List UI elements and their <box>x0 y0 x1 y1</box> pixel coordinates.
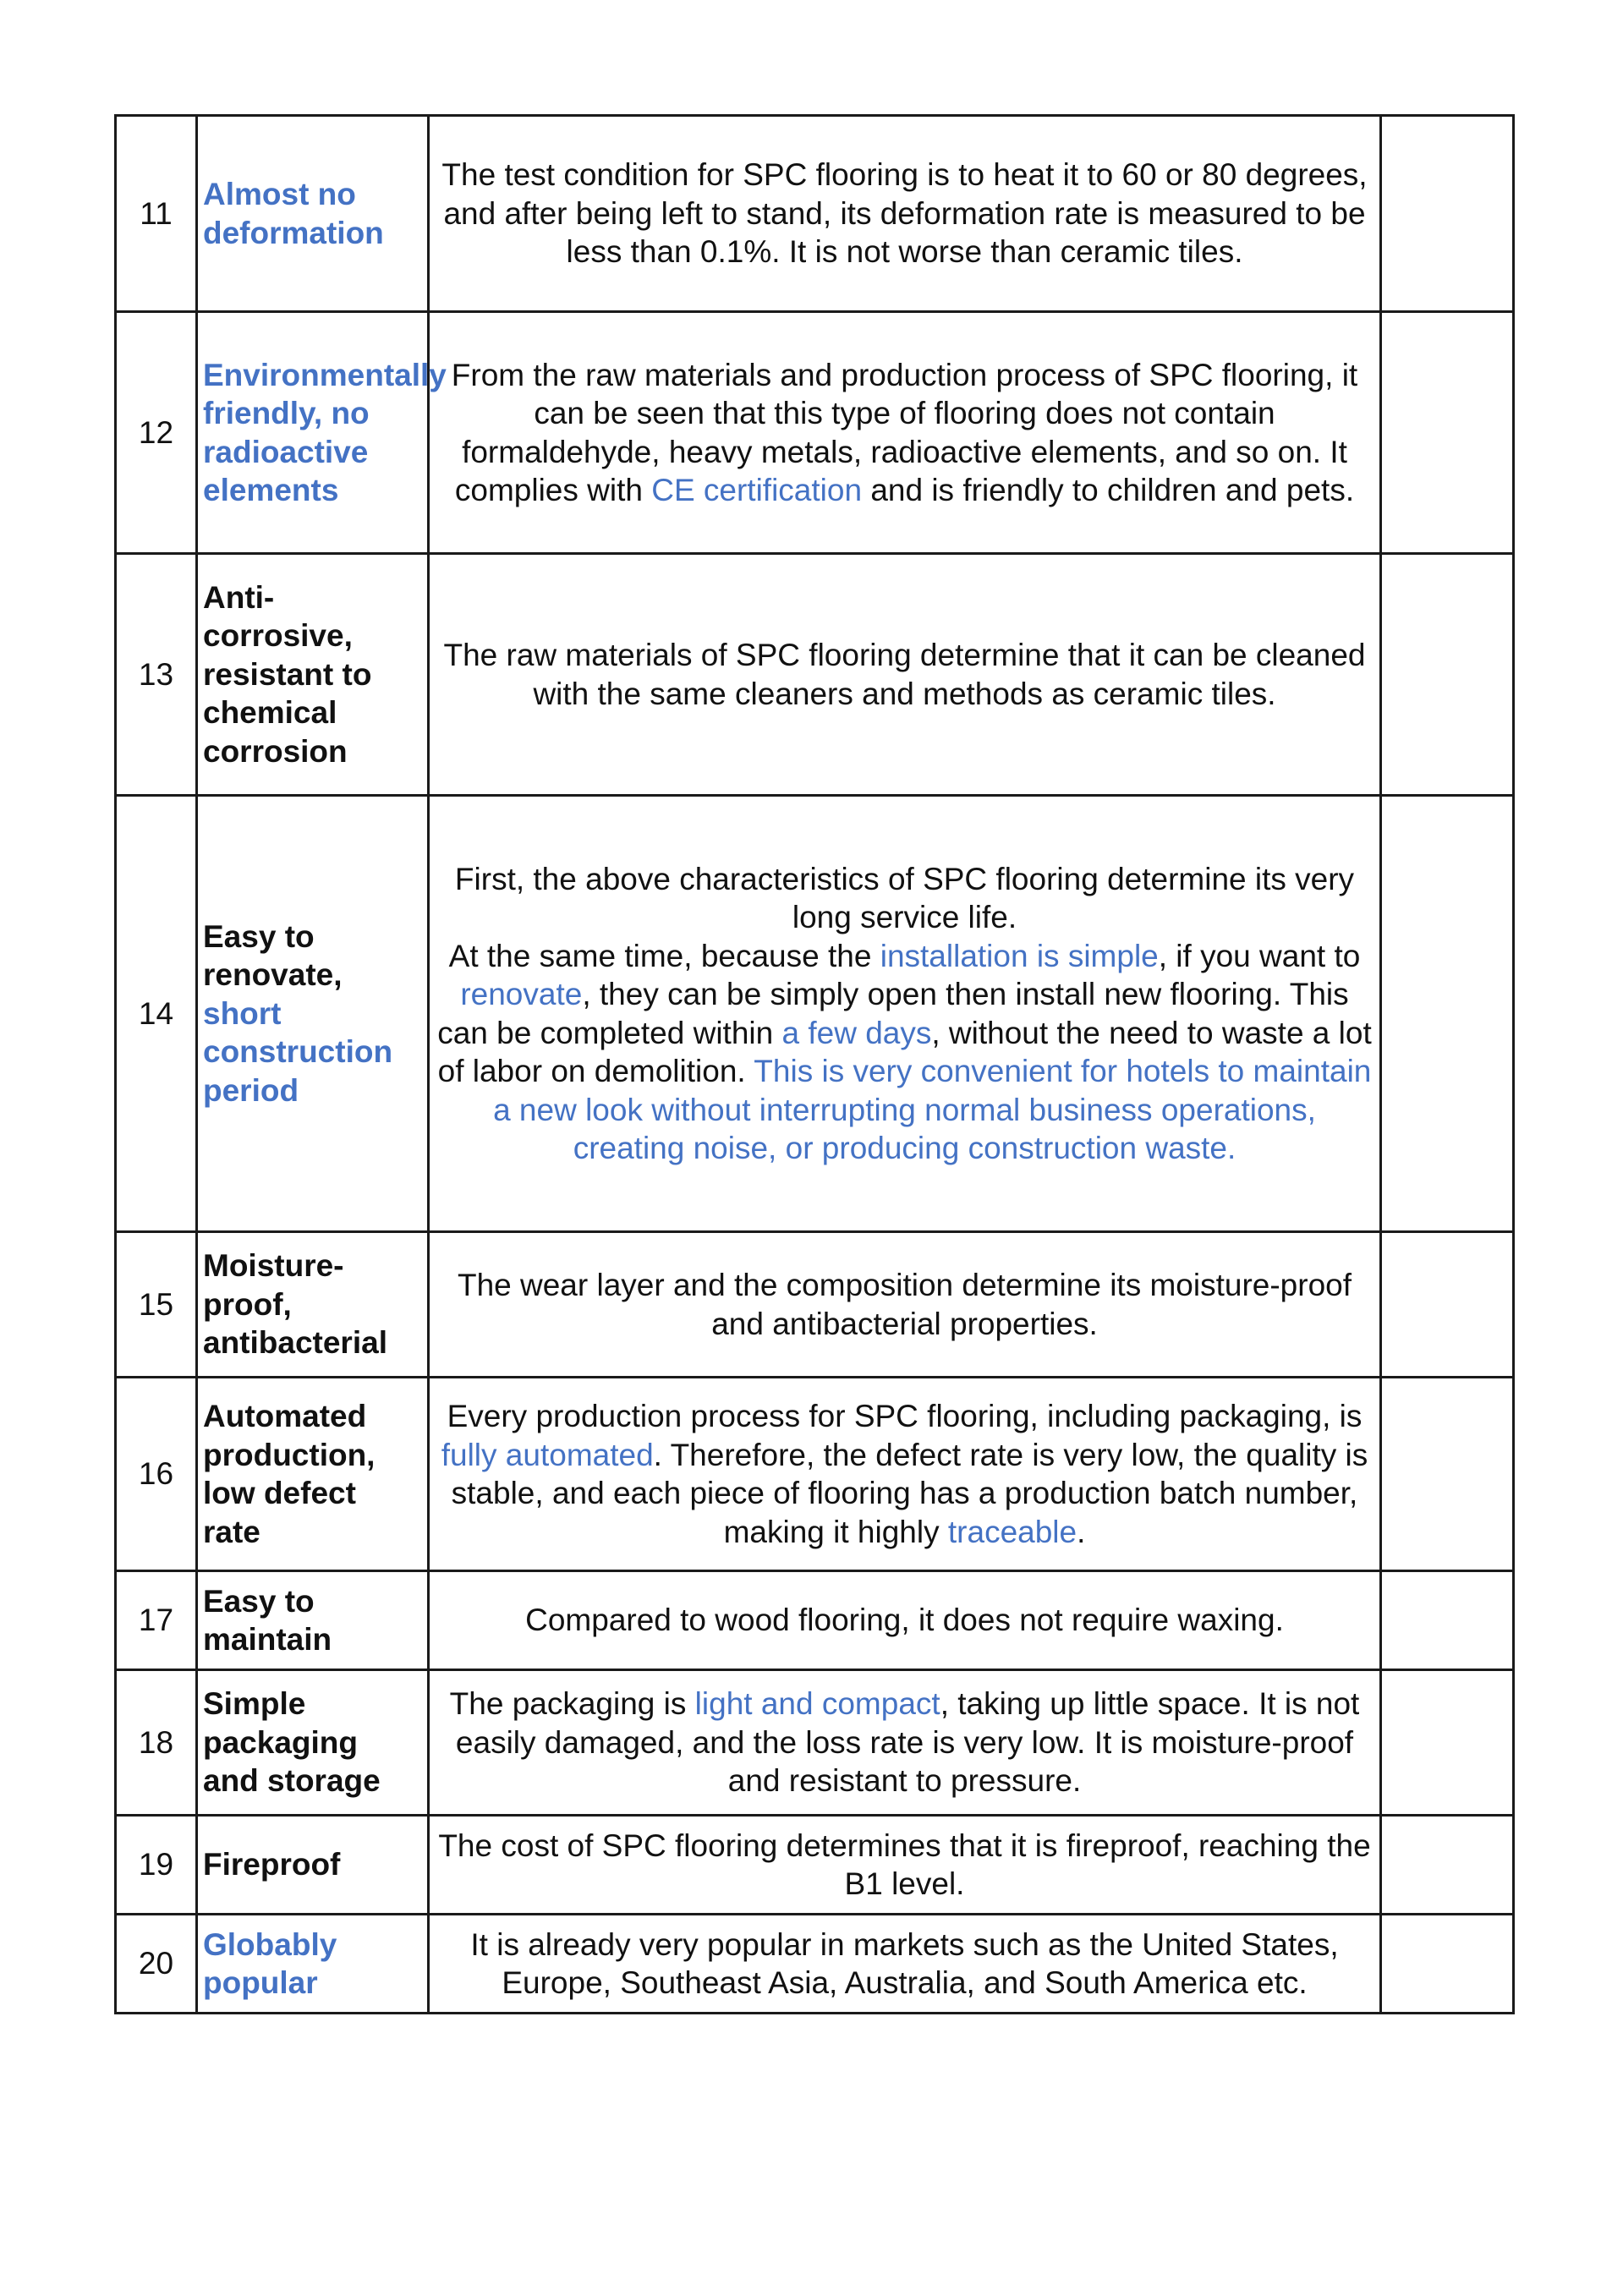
empty-cell <box>1381 1232 1514 1378</box>
table-row <box>116 1232 1514 1378</box>
table-row <box>116 1571 1514 1670</box>
feature-description <box>429 1915 1381 2014</box>
row-number: 14 <box>116 796 197 1232</box>
text-segment: and is friendly to children and pets. <box>862 473 1355 507</box>
feature-name: Moisture-proof, antibacterial <box>197 1232 429 1378</box>
table-row <box>116 1670 1514 1816</box>
feature-description <box>429 1816 1381 1915</box>
highlighted-text: CE certification <box>651 473 863 507</box>
description-paragraph <box>435 860 1374 937</box>
text-segment: The cost of SPC flooring determines that it is fireproof, reaching the B1 level. <box>438 1827 1371 1901</box>
feature-description <box>429 1232 1381 1378</box>
feature-name: Almost no deformation <box>197 116 429 312</box>
text-segment: , if you want to <box>1158 938 1361 973</box>
text-segment: At the same time, because the <box>448 938 880 973</box>
text-segment: Compared to wood flooring, it does not require waxing. <box>525 1603 1284 1638</box>
feature-name: Globably popular <box>197 1915 429 2014</box>
empty-cell <box>1381 1816 1514 1915</box>
text-segment: , they can be simply open then install new flooring. This can be completed within <box>437 977 1349 1050</box>
feature-name: Anti-corrosive, resistant to chemical corrosion <box>197 554 429 796</box>
row-number: 16 <box>116 1378 197 1571</box>
feature-name: Fireproof <box>197 1816 429 1915</box>
empty-cell <box>1381 554 1514 796</box>
row-number: 20 <box>116 1915 197 2014</box>
text-segment: The wear layer and the composition determine its moisture-proof and antibacterial properties. <box>457 1268 1352 1341</box>
feature-name: Environmentally friendly, no radioactive elements <box>197 312 429 554</box>
features-table <box>114 114 1515 2014</box>
row-number: 17 <box>116 1571 197 1670</box>
feature-name: Automated production, low defect rate <box>197 1378 429 1571</box>
feature-description <box>429 554 1381 796</box>
highlighted-text: renovate <box>460 977 583 1011</box>
text-segment: . <box>1077 1514 1086 1549</box>
empty-cell <box>1381 796 1514 1232</box>
row-number: 11 <box>116 116 197 312</box>
feature-description <box>429 1571 1381 1670</box>
table-row <box>116 1915 1514 2014</box>
highlighted-text: installation is simple <box>880 938 1159 973</box>
text-segment: The raw materials of SPC flooring determine that it can be cleaned with the same cleaners and methods as ceramic tiles. <box>443 638 1366 711</box>
highlighted-text: fully automated <box>441 1437 654 1472</box>
text-segment: Easy to renovate, <box>203 918 343 993</box>
feature-name <box>197 796 429 1232</box>
row-number: 19 <box>116 1816 197 1915</box>
table-row <box>116 312 1514 554</box>
text-segment: It is already very popular in markets such as the United States, Europe, Southeast Asia, Australia, and South America etc. <box>470 1926 1339 2000</box>
row-number: 12 <box>116 312 197 554</box>
row-number: 18 <box>116 1670 197 1816</box>
text-segment: , taking up little space. It is not easily damaged, and the loss rate is very low. It is moisture-proof and resistant to pressure. <box>455 1686 1360 1799</box>
text-segment: The test condition for SPC flooring is to heat it to 60 or 80 degrees, and after being left to stand, its deformation rate is measured to be less than 0.1%. It is not worse than ceramic tiles. <box>441 157 1368 270</box>
feature-name: Easy to maintain <box>197 1571 429 1670</box>
feature-description <box>429 116 1381 312</box>
table-row <box>116 1378 1514 1571</box>
table-row <box>116 796 1514 1232</box>
empty-cell <box>1381 1571 1514 1670</box>
text-segment: The packaging is <box>449 1686 695 1722</box>
feature-description <box>429 1670 1381 1816</box>
features-table-body <box>116 116 1514 2014</box>
highlighted-text: a few days <box>781 1015 932 1050</box>
empty-cell <box>1381 1670 1514 1816</box>
text-segment: From the raw materials and production process of SPC flooring, it can be seen that this type of flooring does not contain formaldehyde, heavy metals, radioactive elements, and so on. It complies with <box>451 357 1358 507</box>
text-segment: , without the need to waste a lot of labor on demolition. <box>437 1015 1372 1088</box>
text-segment: First, the above characteristics of SPC flooring determine its very long service life. <box>454 861 1355 934</box>
table-row <box>116 116 1514 312</box>
row-number: 13 <box>116 554 197 796</box>
feature-description <box>429 1378 1381 1571</box>
empty-cell <box>1381 1915 1514 2014</box>
highlighted-text: short construction period <box>203 995 393 1108</box>
feature-description <box>429 312 1381 554</box>
empty-cell <box>1381 312 1514 554</box>
highlighted-text: traceable <box>947 1514 1077 1549</box>
empty-cell <box>1381 116 1514 312</box>
highlighted-text: light and compact <box>694 1686 940 1722</box>
text-segment: Every production process for SPC flooring, including packaging, is <box>447 1399 1363 1433</box>
description-paragraph <box>435 937 1374 1168</box>
empty-cell <box>1381 1378 1514 1571</box>
table-row <box>116 554 1514 796</box>
row-number: 15 <box>116 1232 197 1378</box>
highlighted-text: This is very convenient for hotels to maintain a new look without interrupting normal business operations, creating noise, or producing construction waste. <box>493 1054 1372 1165</box>
table-row <box>116 1816 1514 1915</box>
feature-name: Simple packaging and storage <box>197 1670 429 1816</box>
text-segment: . Therefore, the defect rate is very low, the quality is stable, and each piece of flooring has a production batch number, making it highly <box>451 1437 1368 1549</box>
feature-description <box>429 796 1381 1232</box>
